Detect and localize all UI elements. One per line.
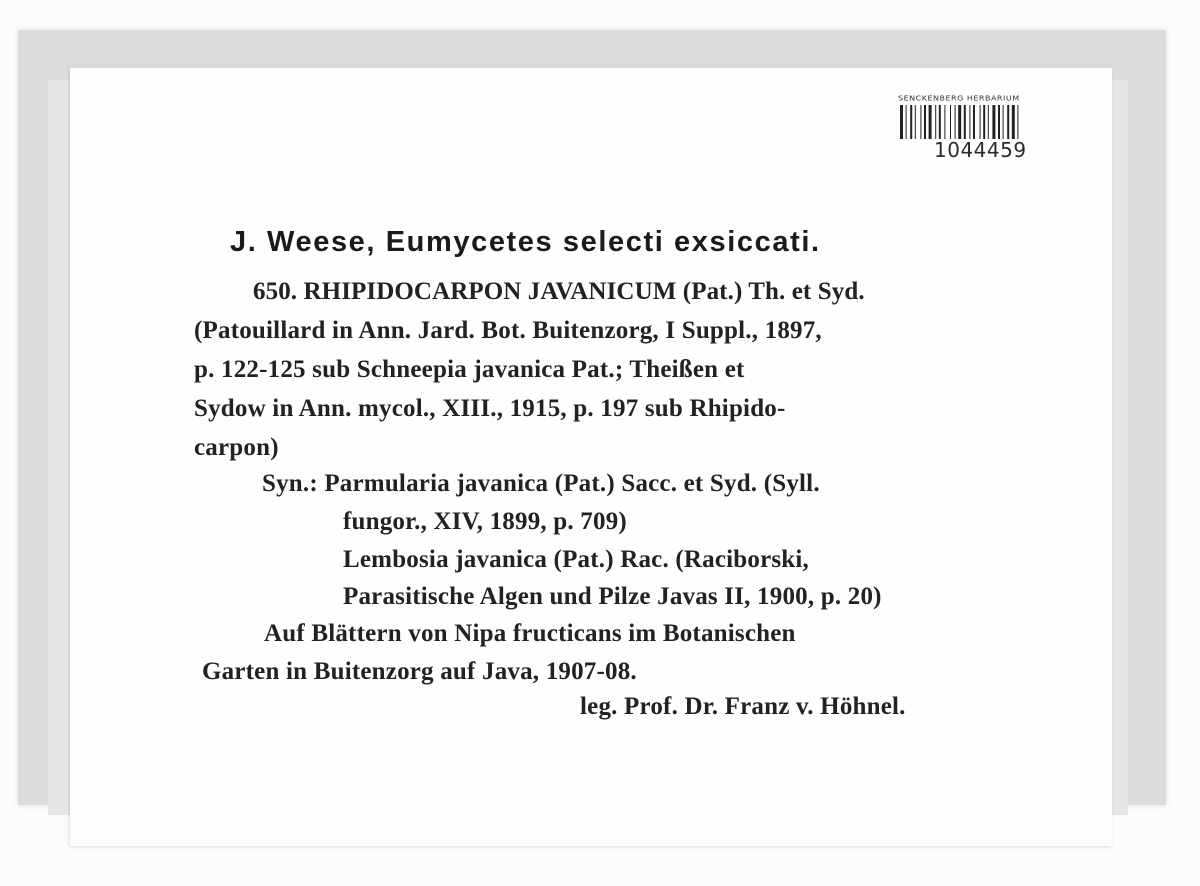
label-line-1: 650. RHIPIDOCARPON JAVANICUM (Pat.) Th. et Syd. — [253, 278, 865, 305]
label-line-3: p. 122-125 sub Schneepia javanica Pat.; Theißen et — [194, 356, 745, 383]
label-line-4: Sydow in Ann. mycol., XIII., 1915, p. 197 sub Rhipido- — [194, 395, 786, 422]
barcode-bar — [1012, 105, 1015, 139]
barcode-bar — [915, 105, 916, 139]
barcode-bar — [910, 105, 912, 139]
barcode-bar — [950, 105, 951, 139]
barcode-bar — [935, 105, 936, 139]
barcode-number: 1044459 — [934, 138, 1027, 162]
barcode-bar — [955, 105, 956, 139]
collection-title: J. Weese, Eumycetes selecti exsiccati. — [230, 226, 821, 258]
label-line-8: Lembosia javanica (Pat.) Rac. (Raciborski, — [343, 546, 809, 573]
barcode-block — [898, 94, 1088, 174]
barcode-bar — [980, 105, 981, 139]
label-line-6: Syn.: Parmularia javanica (Pat.) Sacc. et Syd. (Syll. — [262, 470, 820, 497]
label-line-5: carpon) — [194, 434, 279, 461]
barcode-bar — [992, 105, 995, 139]
label-line-10: Auf Blättern von Nipa fructicans im Botanischen — [264, 620, 796, 647]
barcode-bar — [929, 105, 932, 139]
label-line-2: (Patouillard in Ann. Jard. Bot. Buitenzorg, I Suppl., 1897, — [194, 317, 822, 344]
barcode-bar — [924, 105, 926, 139]
barcode-bar — [939, 105, 941, 139]
barcode-bar — [964, 105, 966, 139]
barcode-bar — [988, 105, 989, 139]
label-line-12: leg. Prof. Dr. Franz v. Höhnel. — [580, 693, 906, 720]
barcode-bar — [973, 105, 975, 139]
barcode-bar — [983, 105, 985, 139]
specimen-label — [70, 68, 1112, 846]
label-line-9: Parasitische Algen und Pilze Javas II, 1900, p. 20) — [343, 583, 882, 610]
barcode-icon — [898, 105, 1078, 139]
barcode-bar — [1003, 105, 1004, 139]
barcode-caption: SENCKENBERG HERBARIUM — [898, 94, 1020, 103]
barcode-bar — [998, 105, 1000, 139]
barcode-bar — [906, 105, 907, 139]
barcode-bar — [958, 105, 961, 139]
barcode-bar — [1007, 105, 1009, 139]
barcode-bar — [969, 105, 970, 139]
barcode-bar — [1017, 105, 1018, 139]
label-line-7: fungor., XIV, 1899, p. 709) — [343, 508, 627, 535]
label-line-11: Garten in Buitenzorg auf Java, 1907-08. — [202, 658, 637, 685]
barcode-bar — [920, 105, 921, 139]
barcode-bar — [944, 105, 945, 139]
barcode-bar — [900, 105, 903, 139]
